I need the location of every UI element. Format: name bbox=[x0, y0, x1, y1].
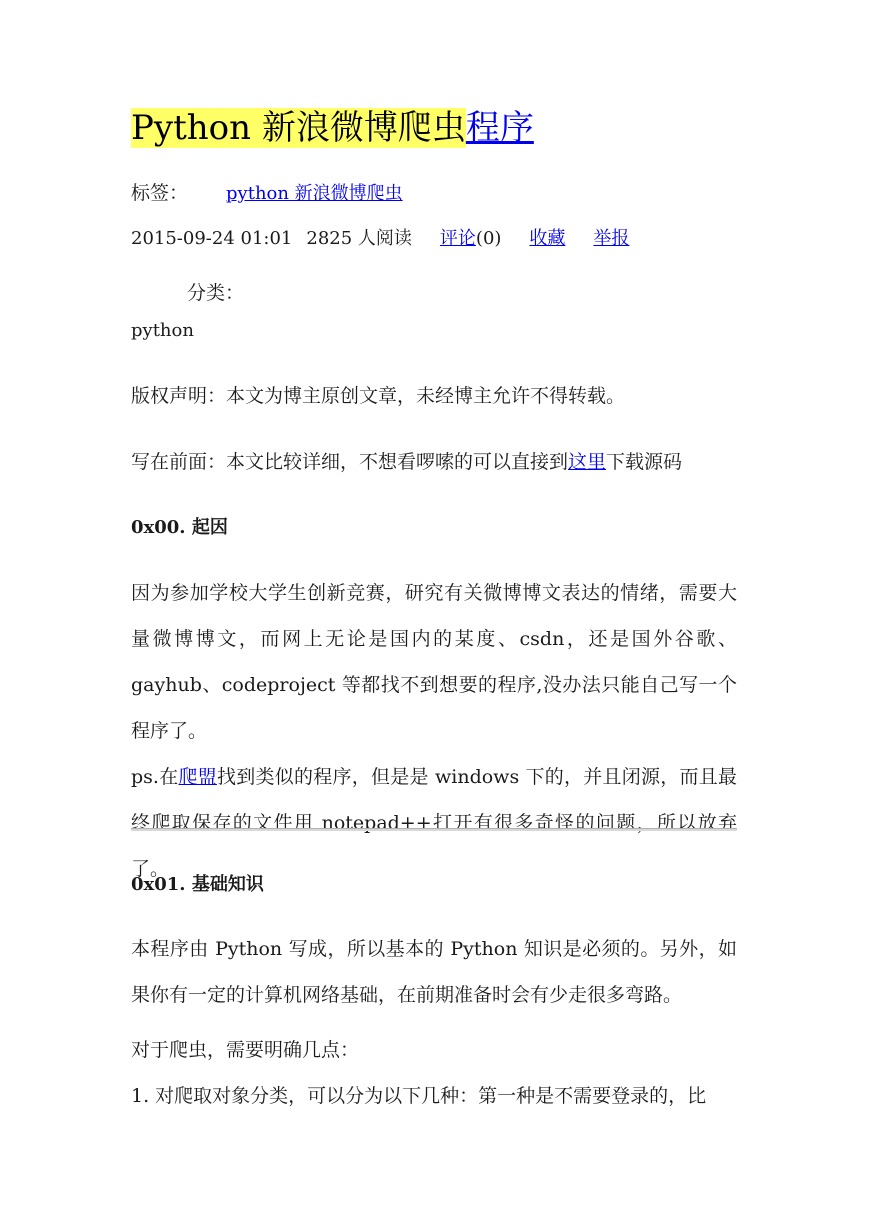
favorite-link[interactable]: 收藏 bbox=[529, 228, 566, 249]
section-origin-paragraph bbox=[131, 570, 737, 892]
tags-row bbox=[131, 180, 403, 207]
section-heading-basics: 0x01. 基础知识 bbox=[131, 874, 264, 895]
comment-link[interactable]: 评论 bbox=[439, 228, 476, 249]
origin-text: 因为参加学校大学生创新竞赛，研究有关微博博文表达的情绪，需要大量微博博文，而网上无论是国内的某度、csdn，还是国外谷歌、gayhub、codeproject 等都找不到想要的程序,没办法只能自己写一个程序了。 bbox=[131, 582, 737, 742]
crawler-points-intro: 对于爬虫，需要明确几点： bbox=[131, 1039, 360, 1061]
title-highlighted-text: Python 新浪微博爬虫 bbox=[131, 108, 466, 148]
report-link[interactable]: 举报 bbox=[593, 228, 630, 249]
comment-count: (0) bbox=[475, 228, 502, 249]
preface bbox=[131, 449, 682, 475]
tag-link-python[interactable]: python 新浪微博爬虫 bbox=[226, 183, 403, 204]
post-datetime: 2015-09-24 01:01 bbox=[131, 228, 293, 249]
download-here-link[interactable]: 这里 bbox=[568, 451, 607, 473]
horizontal-divider bbox=[131, 828, 737, 831]
crawler-league-link[interactable]: 爬盟 bbox=[178, 766, 217, 788]
category-value: python bbox=[131, 320, 194, 341]
read-count: 2825 人阅读 bbox=[306, 228, 412, 249]
basics-paragraph: 本程序由 Python 写成，所以基本的 Python 知识是必须的。另外，如果你有一定的计算机网络基础，在前期准备时会有少走很多弯路。 bbox=[131, 938, 737, 1006]
preface-text: 写在前面：本文比较详细，不想看啰嗦的可以直接到 bbox=[131, 451, 569, 473]
preface-text-end: 下载源码 bbox=[606, 451, 683, 473]
ps-text: ps.在 bbox=[131, 766, 179, 788]
crawler-point-1: 1. 对爬取对象分类，可以分为以下几种：第一种是不需要登录的，比 bbox=[131, 1085, 707, 1107]
category-label: 分类： bbox=[187, 282, 245, 304]
title-link[interactable]: 程序 bbox=[465, 108, 534, 148]
section-heading-origin: 0x00. 起因 bbox=[131, 517, 228, 538]
meta-row bbox=[131, 226, 629, 252]
copyright-notice: 版权声明：本文为博主原创文章，未经博主允许不得转载。 bbox=[131, 385, 626, 407]
tags-label: 标签： bbox=[131, 182, 189, 204]
ps-text-end: 找到类似的程序，但是是 windows 下的，并且闭源，而且最终爬取保存的文件用 notepad++打开有很多奇怪的问题，所以放弃了。 bbox=[131, 766, 737, 880]
article-title bbox=[131, 104, 534, 152]
